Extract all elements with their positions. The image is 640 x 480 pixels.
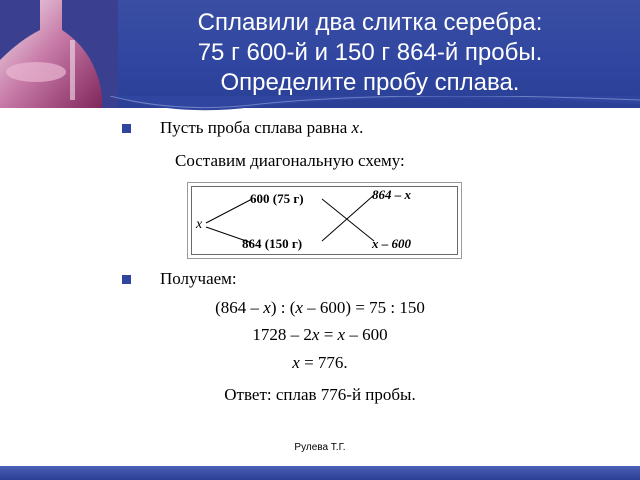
answer-line: Ответ: сплав 776-й пробы. <box>224 385 416 404</box>
eq2-part-b: = <box>319 325 338 344</box>
title-line-3: Определите пробу сплава. <box>220 69 520 96</box>
bullet-icon <box>122 275 131 284</box>
diagonal-scheme <box>187 182 462 259</box>
eq1-var-1: x <box>263 298 271 317</box>
eq2-part-c: – 600 <box>345 325 388 344</box>
eq2-part-a: 1728 – 2 <box>252 325 312 344</box>
eq3-var: x <box>292 353 300 372</box>
bullet-icon <box>122 124 131 133</box>
title-line-1: Сплавили два слитка серебра: <box>197 9 543 36</box>
title-line-2: 75 г 600-й и 150 г 864-й пробы. <box>197 39 543 66</box>
diagram-x: x <box>196 217 203 232</box>
author-footer: Рулева Т.Г. <box>294 442 346 453</box>
assumption-text: Пусть проба сплава равна <box>160 118 352 137</box>
diagram-bottom-right: x – 600 <box>372 236 411 251</box>
diagram-top-right: 864 – x <box>372 187 411 202</box>
eq2-var-1: x <box>311 325 320 344</box>
equation-2 <box>0 324 640 346</box>
eq1-part-c: – 600) = 75 : 150 <box>302 298 425 317</box>
eq2-var-2: x <box>337 325 346 344</box>
assumption-period: . <box>359 118 364 137</box>
diagonal-scheme-lines <box>188 183 461 258</box>
received-label: Получаем: <box>160 269 237 288</box>
equation-3 <box>0 352 640 374</box>
eq1-part-b: ) : ( <box>270 298 296 317</box>
eq1-part-a: (864 – <box>215 298 264 317</box>
variable-x: x <box>351 118 360 137</box>
diagram-bottom-left: 864 (150 г) <box>242 236 303 251</box>
eq1-var-2: x <box>295 298 303 317</box>
eq3-rest: = 776. <box>299 353 348 372</box>
diagram-intro: Составим диагональную схему: <box>175 151 405 170</box>
equation-1 <box>0 297 640 319</box>
footer-bar <box>0 466 640 480</box>
diagram-top-left: 600 (75 г) <box>250 191 304 206</box>
assumption-line <box>160 117 363 139</box>
